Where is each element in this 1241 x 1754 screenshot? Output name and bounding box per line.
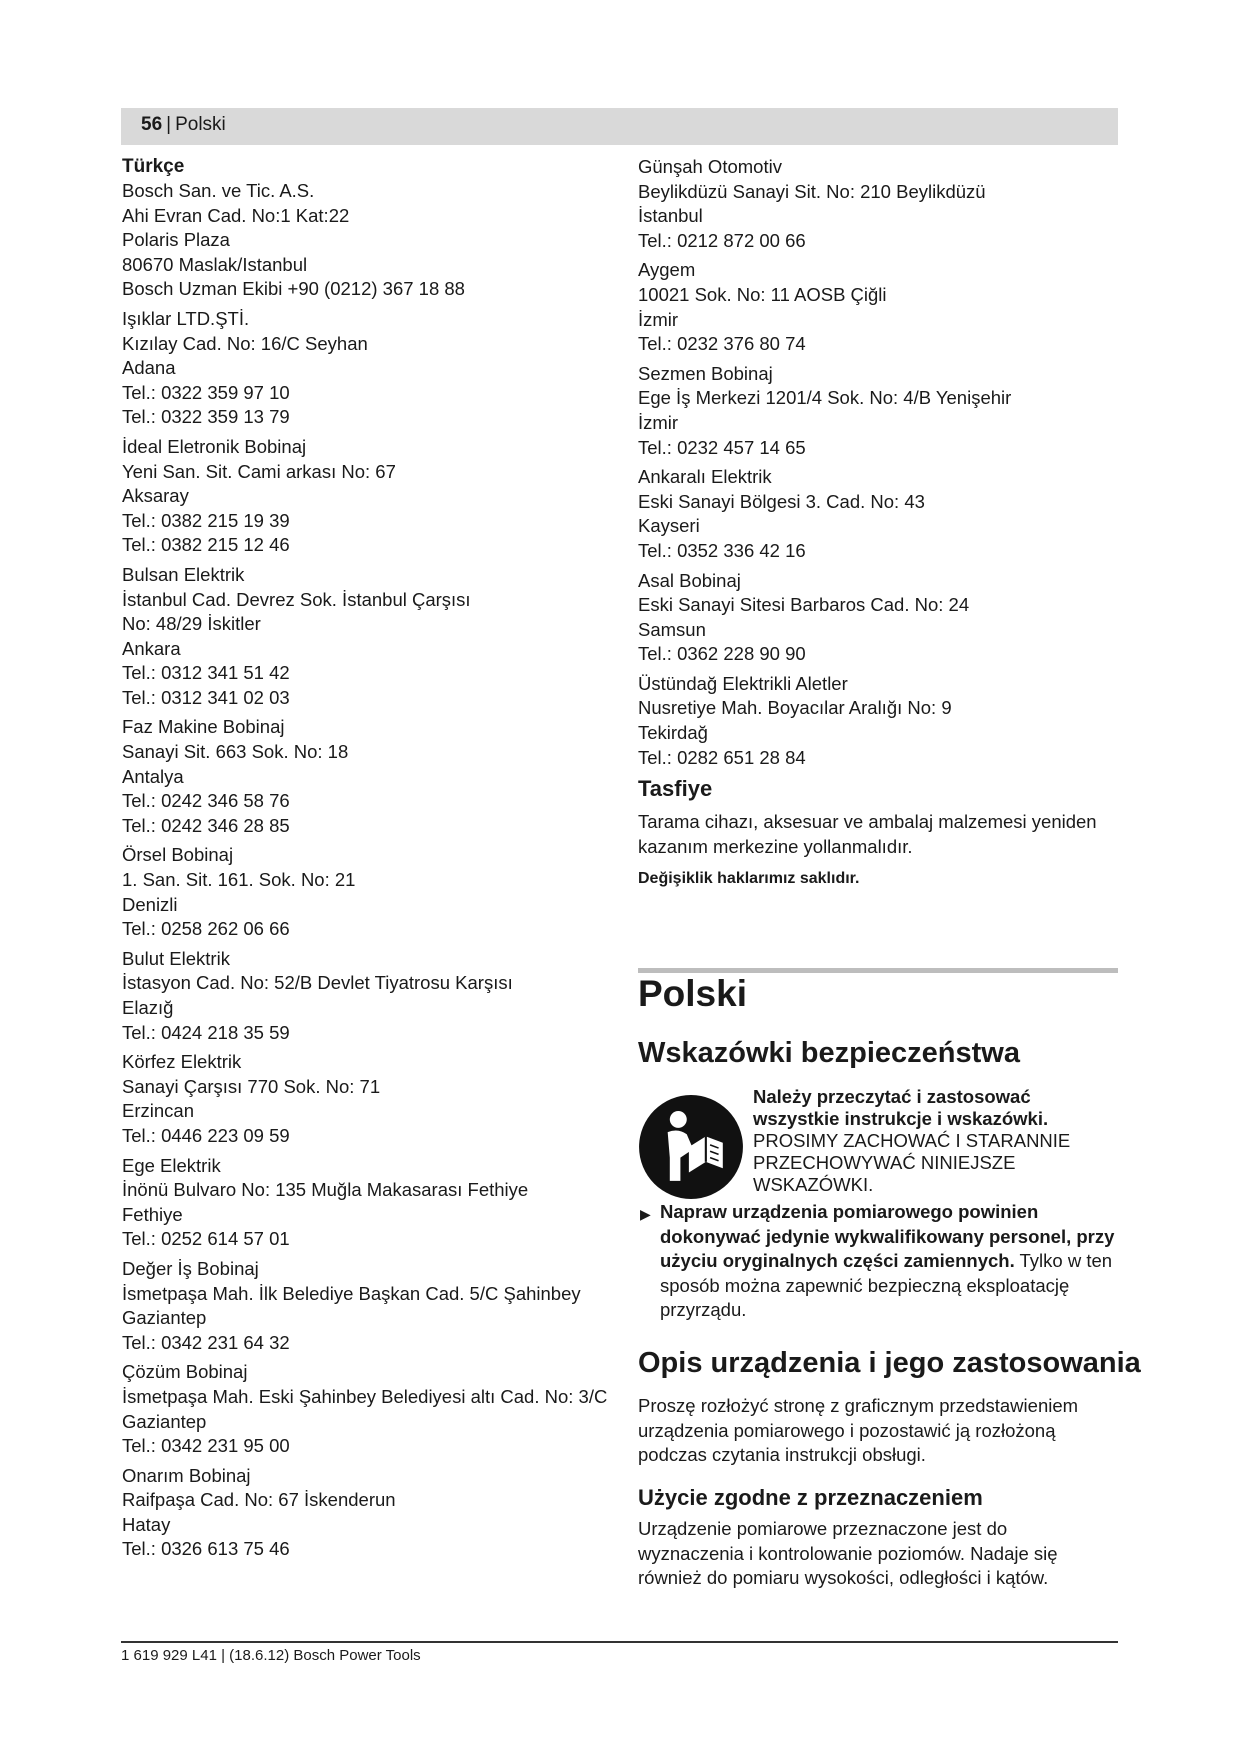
entry-line: İstanbul Cad. Devrez Sok. İstanbul Çarşısı [122,588,471,610]
entry-line: Tel.: 0322 359 97 10 [122,381,290,403]
address-entry [638,362,1118,460]
entry-name: Çözüm Bobinaj [122,1361,248,1383]
page-header: 56 | Polski [141,114,226,135]
entry-line: Tel.: 0446 223 09 59 [122,1124,290,1146]
entry-name: Ankaralı Elektrik [638,466,772,488]
entry-name: Sezmen Bobinaj [638,362,773,384]
entry-name: İdeal Eletronik Bobinaj [122,435,307,457]
entry-line: Tel.: 0242 346 58 76 [122,790,290,812]
entry-line: İsmetpaşa Mah. İlk Belediye Başkan Cad. 5/C Şahinbey [122,1282,581,1304]
footer-text: 1 619 929 L41 | (18.6.12) Bosch Power Tools [121,1647,421,1664]
tasfiye-text: Tarama cihazı, aksesuar ve ambalaj malzemesi yeniden kazanım merkezine yollanmalıdır. [638,811,1097,857]
rights-note: Değişiklik haklarımız saklıdır. [638,870,860,888]
address-entry [638,569,1118,667]
entry-line: Kızılay Cad. No: 16/C Seyhan [122,332,368,354]
entry-name: Bulut Elektrik [122,947,230,969]
entry-line: Elazığ [122,997,174,1018]
safety-bold-text: Należy przeczytać i zastosować wszystkie instrukcje i wskazówki. [753,1086,1049,1129]
entry-line: Polaris Plaza [122,229,230,251]
entry-line: Tel.: 0424 218 35 59 [122,1021,290,1043]
opis-text: Proszę rozłożyć stronę z graficznym przedstawieniem urządzenia pomiarowego i pozostawić ją rozłożoną podczas czytania instrukcji obsługi. [638,1395,1079,1465]
entry-line: 10021 Sok. No: 11 AOSB Çiğli [638,283,887,305]
entry-name: Işıklar LTD.ŞTİ. [122,307,250,329]
entry-name: Körfez Elektrik [122,1051,242,1073]
entry-line: Tel.: 0258 262 06 66 [122,918,290,940]
entry-line: Tel.: 0322 359 13 79 [122,406,290,428]
entry-name: Günşah Otomotiv [638,156,782,177]
entry-line: Tel.: 0342 231 64 32 [122,1331,290,1353]
address-entry [122,1464,592,1562]
tasfiye-heading: Tasfiye [638,776,713,802]
entry-name: Ege Elektrik [122,1154,221,1176]
entry-name: Bulsan Elektrik [122,563,245,585]
address-entry [122,307,592,430]
address-entry [122,1154,592,1252]
entry-name: Asal Bobinaj [638,569,741,591]
footer-rule [121,1641,1118,1643]
address-entry [638,465,1118,563]
header-section: Polski [175,114,226,135]
entry-line: Raifpaşa Cad. No: 67 İskenderun [122,1489,396,1511]
entry-line: Yeni San. Sit. Cami arkası No: 67 [122,460,396,482]
bullet-item [638,1200,1118,1323]
bullet-bold-text: Napraw urządzenia pomiarowego powinien dokonywać jedynie wykwalifikowany personel, przy użyciu oryginalnych części zamiennych. [660,1201,1115,1271]
entry-line: Denizli [122,893,178,915]
entry-line: Tel.: 0312 341 02 03 [122,686,290,708]
address-entry [122,947,592,1045]
entry-line: İstanbul [638,205,703,227]
entry-name: Örsel Bobinaj [122,844,234,866]
entry-line: Ahi Evran Cad. No:1 Kat:22 [122,204,350,226]
entry-line: Tekirdağ [638,722,708,744]
address-entry [638,672,1118,770]
entry-line: Tel.: 0326 613 75 46 [122,1538,290,1560]
entry-line: Tel.: 0382 215 19 39 [122,509,290,531]
bullet-arrow-icon: ▶ [640,1206,651,1222]
entry-line: İsmetpaşa Mah. Eski Şahinbey Belediyesi altı Cad. No: 3/C [122,1385,608,1407]
entry-name: Aygem [638,259,696,281]
safety-heading: Wskazówki bezpieczeństwa [638,1037,1020,1069]
entry-line: Erzincan [122,1100,194,1122]
entry-line: Tel.: 0212 872 00 66 [638,229,806,251]
entry-line: Samsun [638,618,706,640]
right-entries [638,155,1118,770]
entry-line: İnönü Bulvaro No: 135 Muğla Makasarası Fethiye [122,1179,529,1201]
entry-line: Sanayi Sit. 663 Sok. No: 18 [122,741,349,763]
entry-line: Adana [122,357,176,379]
entry-line: Tel.: 0382 215 12 46 [122,534,290,556]
entry-line: Tel.: 0312 341 51 42 [122,662,290,684]
entry-line: Ege İş Merkezi 1201/4 Sok. No: 4/B Yenişehir [638,387,1012,409]
entry-line: No: 48/29 İskitler [122,613,261,635]
bullet-rest-text: Tylko w ten sposób można zapewnić bezpieczną eksploatację przyrządu. [660,1250,1113,1320]
right-column [638,155,1118,892]
entry-name: Üstündağ Elektrikli Aletler [638,672,848,694]
entry-line: Aksaray [122,485,189,507]
safety-text [753,1086,1118,1196]
address-entry [122,843,592,941]
entry-line: Bosch Uzman Ekibi +90 (0212) 367 18 88 [122,278,465,300]
section-title-turkce: Türkçe [122,156,185,177]
entry-line: Tel.: 0282 651 28 84 [638,746,806,768]
address-entry [638,258,1118,356]
address-entry [122,1050,592,1148]
entry-line: Nusretiye Mah. Boyacılar Aralığı No: 9 [638,697,952,719]
entry-line: Tel.: 0342 231 95 00 [122,1435,290,1457]
entry-line: Fethiye [122,1203,183,1225]
page-number: 56 [141,114,163,135]
address-entry [122,179,592,302]
entry-line: Eski Sanayi Bölgesi 3. Cad. No: 43 [638,490,925,512]
entry-line: Gaziantep [122,1307,207,1329]
entry-name: Onarım Bobinaj [122,1464,251,1486]
address-entry [122,1360,608,1458]
entry-name: Değer İş Bobinaj [122,1257,259,1279]
entry-line: Tel.: 0232 457 14 65 [638,436,806,458]
address-entry [638,155,1118,253]
address-entry [122,563,592,711]
entry-line: İzmir [638,308,679,330]
entry-line: Tel.: 0232 376 80 74 [638,333,806,355]
entry-line: 1. San. Sit. 161. Sok. No: 21 [122,869,356,891]
entry-line: Gaziantep [122,1410,207,1432]
entry-line: İzmir [638,411,679,433]
entry-line: Beylikdüzü Sanayi Sit. No: 210 Beylikdüzü [638,180,986,202]
entry-line: 80670 Maslak/Istanbul [122,253,308,275]
entry-line: Hatay [122,1513,171,1535]
address-entry [122,1257,592,1355]
uzycie-text: Urządzenie pomiarowe przeznaczone jest do wyznaczenia i kontrolowanie poziomów. Nadaje się również do pomiaru wysokości, odległości i kątów. [638,1518,1058,1588]
left-entries [122,179,608,1562]
safety-caps-text: PROSIMY ZACHOWAĆ I STARANNIE PRZECHOWYWAĆ NINIEJSZE WSKAZÓWKI. [753,1130,1071,1195]
bullet-text [660,1200,1118,1323]
entry-line: Ankara [122,637,181,659]
entry-line: Tel.: 0252 614 57 01 [122,1228,290,1250]
left-column [122,155,608,1567]
entry-line: Sanayi Çarşısı 770 Sok. No: 71 [122,1075,381,1097]
entry-name: Bosch San. ve Tic. A.S. [122,180,315,201]
opis-heading: Opis urządzenia i jego zastosowania [638,1347,1141,1379]
read-manual-icon [638,1094,744,1200]
entry-name: Faz Makine Bobinaj [122,716,285,738]
uzycie-heading: Użycie zgodne z przeznaczeniem [638,1485,983,1510]
header-bar [121,108,1118,145]
address-entry [122,435,592,558]
entry-line: Tel.: 0242 346 28 85 [122,814,290,836]
address-entry [122,715,592,838]
entry-line: Tel.: 0352 336 42 16 [638,539,806,561]
entry-line: Kayseri [638,515,700,537]
entry-line: Eski Sanayi Sitesi Barbaros Cad. No: 24 [638,594,970,616]
entry-line: İstasyon Cad. No: 52/B Devlet Tiyatrosu Karşısı [122,972,513,994]
polski-heading: Polski [638,973,747,1014]
entry-line: Tel.: 0362 228 90 90 [638,643,806,665]
entry-line: Antalya [122,765,184,787]
